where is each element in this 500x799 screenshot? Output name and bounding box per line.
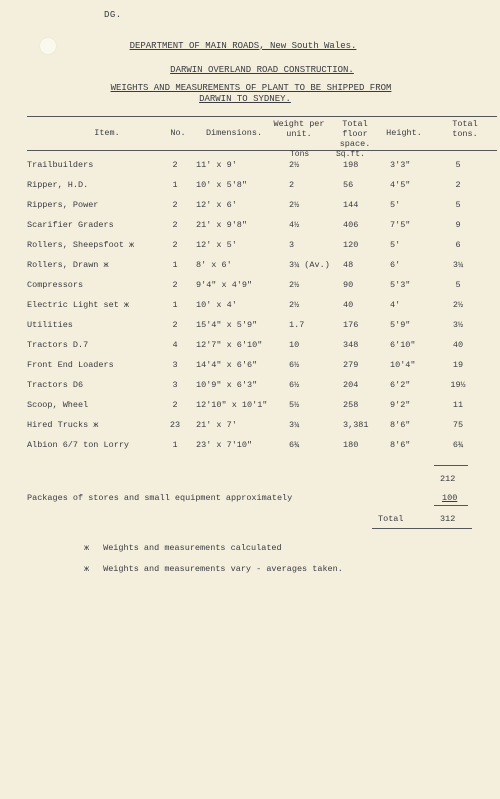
row-total-tons: 19½ [450, 380, 466, 390]
row-item: Compressors [27, 280, 84, 290]
table-header-rule [27, 150, 497, 151]
table-row [0, 440, 500, 456]
row-number: 2 [172, 220, 178, 230]
row-total-tons: 3¼ [452, 260, 464, 270]
row-height: 5' [390, 200, 401, 210]
row-total-tons: 3½ [452, 320, 464, 330]
row-item: Rollers, Sheepsfoot ж [27, 240, 135, 250]
row-floor-space: 204 [343, 380, 359, 390]
row-weight: 3¼ (Av.) [289, 260, 330, 270]
table-row [0, 400, 500, 416]
row-weight: 5½ [289, 400, 300, 410]
row-total-tons: 5 [455, 280, 461, 290]
row-dimensions: 9'4" x 4'9" [196, 280, 253, 290]
row-dimensions: 11' x 9' [196, 160, 237, 170]
row-weight: 3 [289, 240, 295, 250]
row-height: 4' [390, 300, 401, 310]
row-item: Hired Trucks ж [27, 420, 99, 430]
department-heading: DEPARTMENT OF MAIN ROADS, New South Wales. [129, 41, 357, 51]
row-total-tons: 2 [455, 180, 461, 190]
row-dimensions: 14'4" x 6'6" [196, 360, 258, 370]
subtotal-value: 212 [440, 474, 456, 484]
row-number: 3 [172, 360, 178, 370]
row-item: Albion 6/7 ton Lorry [27, 440, 130, 450]
table-row [0, 420, 500, 436]
row-floor-space: 176 [343, 320, 359, 330]
row-number: 1 [172, 260, 178, 270]
row-item: Rollers, Drawn ж [27, 260, 109, 270]
row-floor-space: 90 [343, 280, 354, 290]
row-number: 3 [172, 380, 178, 390]
row-weight: 2½ [289, 200, 300, 210]
table-row [0, 380, 500, 396]
packages-label: Packages of stores and small equipment approximately [27, 493, 293, 503]
subtotal-rule [434, 465, 468, 466]
col-header-weight: Weight per unit. [273, 119, 325, 139]
row-dimensions: 10' x 4' [196, 300, 237, 310]
row-dimensions: 12'10" x 10'1" [196, 400, 268, 410]
row-dimensions: 12'7" x 6'10" [196, 340, 263, 350]
floor-unit: Sq.ft. [336, 150, 365, 159]
row-item: Trailbuilders [27, 160, 94, 170]
row-weight: 6½ [289, 380, 300, 390]
row-height: 8'6" [390, 440, 411, 450]
footnote-calculated [84, 543, 282, 553]
row-item: Front End Loaders [27, 360, 114, 370]
col-header-height: Height. [386, 128, 422, 138]
row-floor-space: 48 [343, 260, 354, 270]
row-height: 3'3" [390, 160, 411, 170]
weight-unit: Tons [290, 150, 310, 159]
row-item: Electric Light set ж [27, 300, 130, 310]
row-number: 1 [172, 440, 178, 450]
table-row [0, 220, 500, 236]
row-height: 5'3" [390, 280, 411, 290]
row-floor-space: 40 [343, 300, 354, 310]
row-floor-space: 56 [343, 180, 354, 190]
row-total-tons: 2½ [452, 300, 464, 310]
row-item: Scarifier Graders [27, 220, 114, 230]
table-row [0, 200, 500, 216]
total-rule [434, 505, 468, 506]
row-height: 9'2" [390, 400, 411, 410]
row-floor-space: 348 [343, 340, 359, 350]
title-line-2: DARWIN TO SYDNEY. [199, 94, 291, 104]
row-floor-space: 180 [343, 440, 359, 450]
table-row [0, 360, 500, 376]
row-weight: 6¾ [289, 440, 300, 450]
row-dimensions: 23' x 7'10" [196, 440, 253, 450]
row-dimensions: 12' x 5' [196, 240, 237, 250]
row-height: 4'5" [390, 180, 411, 190]
footnote-text: Weights and measurements vary - averages taken. [103, 564, 343, 574]
row-height: 6'2" [390, 380, 411, 390]
row-floor-space: 144 [343, 200, 359, 210]
total-value: 312 [440, 514, 456, 524]
row-total-tons: 6¾ [452, 440, 464, 450]
row-item: Scoop, Wheel [27, 400, 89, 410]
row-floor-space: 3,381 [343, 420, 369, 430]
footnote-mark: ж [84, 564, 90, 574]
row-weight: 2½ [289, 160, 300, 170]
row-number: 4 [172, 340, 178, 350]
row-number: 23 [169, 420, 181, 430]
row-number: 2 [172, 280, 178, 290]
table-row [0, 300, 500, 316]
table-row [0, 240, 500, 256]
row-total-tons: 40 [452, 340, 464, 350]
row-weight: 6½ [289, 360, 300, 370]
row-item: Tractors D6 [27, 380, 84, 390]
row-number: 2 [172, 160, 178, 170]
row-number: 1 [172, 180, 178, 190]
row-floor-space: 120 [343, 240, 359, 250]
row-dimensions: 10' x 5'8" [196, 180, 248, 190]
title-line-1: WEIGHTS AND MEASUREMENTS OF PLANT TO BE SHIPPED FROM [110, 83, 392, 93]
row-number: 2 [172, 400, 178, 410]
row-dimensions: 15'4" x 5'9" [196, 320, 258, 330]
row-floor-space: 406 [343, 220, 359, 230]
row-height: 10'4" [390, 360, 416, 370]
row-weight: 10 [289, 340, 300, 350]
row-floor-space: 198 [343, 160, 359, 170]
row-total-tons: 5 [455, 200, 461, 210]
row-dimensions: 8' x 6' [196, 260, 232, 270]
packages-value: 100 [442, 493, 458, 503]
table-row [0, 180, 500, 196]
table-row [0, 280, 500, 296]
row-weight: 2 [289, 180, 295, 190]
row-dimensions: 12' x 6' [196, 200, 237, 210]
row-number: 2 [172, 200, 178, 210]
row-dimensions: 21' x 9'8" [196, 220, 248, 230]
col-header-dimensions: Dimensions. [205, 128, 263, 138]
row-weight: 2½ [289, 300, 300, 310]
table-row [0, 340, 500, 356]
col-header-total-tons: Total tons. [452, 119, 478, 139]
row-floor-space: 279 [343, 360, 359, 370]
col-header-no: No. [170, 128, 186, 138]
row-total-tons: 5 [455, 160, 461, 170]
footnote-averages [84, 564, 343, 574]
reference-code: DG. [104, 10, 122, 20]
total-underline [372, 528, 472, 529]
row-number: 2 [172, 240, 178, 250]
row-number: 2 [172, 320, 178, 330]
row-height: 6'10" [390, 340, 416, 350]
total-label: Total [378, 514, 404, 524]
row-weight: 2½ [289, 280, 300, 290]
row-number: 1 [172, 300, 178, 310]
footnote-mark: ж [84, 543, 90, 553]
table-row [0, 260, 500, 276]
table-top-rule [27, 116, 497, 117]
row-total-tons: 19 [452, 360, 464, 370]
project-heading: DARWIN OVERLAND ROAD CONSTRUCTION. [170, 65, 354, 75]
row-height: 5'9" [390, 320, 411, 330]
row-item: Tractors D.7 [27, 340, 89, 350]
row-total-tons: 6 [455, 240, 461, 250]
row-height: 7'5" [390, 220, 411, 230]
table-row [0, 320, 500, 336]
punch-hole [40, 38, 56, 54]
row-weight: 4½ [289, 220, 300, 230]
row-dimensions: 10'9" x 6'3" [196, 380, 258, 390]
row-floor-space: 258 [343, 400, 359, 410]
row-height: 6' [390, 260, 401, 270]
row-dimensions: 21' x 7' [196, 420, 237, 430]
row-item: Rippers, Power [27, 200, 99, 210]
footnote-text: Weights and measurements calculated [103, 543, 282, 553]
table-row [0, 160, 500, 176]
row-weight: 3¼ [289, 420, 300, 430]
row-item: Ripper, H.D. [27, 180, 89, 190]
row-total-tons: 75 [452, 420, 464, 430]
row-total-tons: 11 [452, 400, 464, 410]
row-height: 8'6" [390, 420, 411, 430]
row-weight: 1.7 [289, 320, 305, 330]
row-total-tons: 9 [455, 220, 461, 230]
col-header-item: Item. [94, 128, 120, 138]
col-header-floor-space: Total floor space. [339, 119, 371, 149]
row-item: Utilities [27, 320, 73, 330]
row-height: 5' [390, 240, 401, 250]
